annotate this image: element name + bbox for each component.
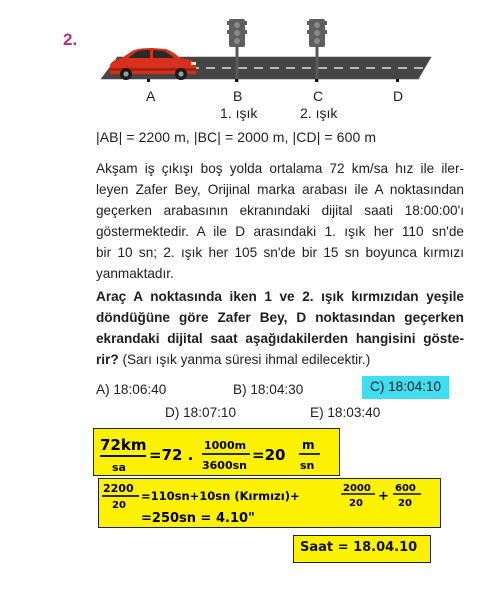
point-d-label: D bbox=[393, 88, 404, 104]
time-f1-num: 2000 bbox=[343, 483, 371, 494]
paragraph-line: yanmaktadır. bbox=[96, 266, 174, 281]
prompt-line: rir? (Sarı ışık yanma süresi ihmal edilecektir.) bbox=[96, 352, 371, 367]
option-d[interactable]: D) 18:07:10 bbox=[165, 405, 237, 420]
answer-text: Saat = 18.04.10 bbox=[300, 540, 418, 555]
point-b-marker bbox=[235, 79, 238, 82]
option-c-highlighted[interactable]: C) 18:04:10 bbox=[362, 376, 449, 399]
time-lhs-num: 2200 bbox=[103, 482, 134, 495]
question-paragraph bbox=[96, 158, 464, 284]
point-c-marker bbox=[315, 79, 318, 82]
speed-lhs-den: sa bbox=[112, 461, 126, 474]
point-c-label: C bbox=[313, 88, 324, 104]
speed-conversion-drawing bbox=[94, 429, 339, 475]
speed-eq2: =20 bbox=[252, 446, 286, 464]
distances-line: |AB| = 2200 m, |BC| = 2000 m, |CD| = 600 m bbox=[96, 129, 377, 145]
speed-lhs-num: 72km bbox=[100, 436, 147, 454]
paragraph-line: Akşam iş çıkışı boş yolda ortalama 72 km/sa hız ile iler- bbox=[96, 161, 464, 176]
speed-res-den: sn bbox=[300, 459, 315, 472]
point-d-marker bbox=[396, 79, 399, 82]
question-prompt bbox=[96, 286, 464, 370]
note-answer bbox=[293, 535, 431, 563]
option-b[interactable]: B) 18:04:30 bbox=[233, 382, 304, 397]
time-plus: + bbox=[378, 489, 389, 504]
time-calculation-drawing bbox=[99, 479, 440, 527]
note-time-calculation bbox=[98, 478, 441, 528]
prompt-line: ekrandaki dijital saat aşağıdakilerden hangisini göste- bbox=[96, 331, 464, 346]
speed-frac-den: 3600sn bbox=[202, 459, 247, 472]
paragraph-line: leyen Zafer Bey, Orijinal marka arabası ile A noktasından bbox=[96, 182, 464, 197]
point-a-marker bbox=[147, 79, 150, 82]
option-e[interactable]: E) 18:03:40 bbox=[310, 405, 381, 420]
speed-frac-num: 1000m bbox=[204, 439, 247, 452]
note-speed-conversion bbox=[93, 428, 340, 476]
prompt-line: Araç A noktasında iken 1 ve 2. ışık kırmızıdan yeşile bbox=[96, 289, 464, 304]
paragraph-line: bir 10 sn; 2. ışık her 105 sn'de bir 15 sn boyunca kırmızı bbox=[96, 245, 464, 260]
time-lhs-den: 20 bbox=[112, 500, 126, 511]
time-f1-den: 20 bbox=[349, 498, 363, 509]
speed-res-num: m bbox=[302, 438, 315, 452]
option-a[interactable]: A) 18:06:40 bbox=[96, 382, 167, 397]
point-a-label: A bbox=[146, 88, 156, 104]
time-result: =250sn = 4.10" bbox=[141, 511, 255, 526]
time-f2-num: 600 bbox=[395, 483, 416, 494]
prompt-line: döndüğüne göre Zafer Bey, D noktasından geçerken bbox=[96, 310, 464, 325]
question-number: 2. bbox=[63, 30, 78, 49]
time-mid: =110sn+10sn (Kırmızı)+ bbox=[141, 489, 300, 503]
paragraph-line: göstermektedir. A ile D arasındaki 1. ışık her 110 sn'de bbox=[96, 224, 464, 239]
light-2-label: 2. ışık bbox=[300, 105, 338, 121]
time-f2-den: 20 bbox=[398, 498, 412, 509]
point-b-label: B bbox=[233, 88, 243, 104]
light-1-label: 1. ışık bbox=[220, 105, 258, 121]
speed-eq1: =72 . bbox=[149, 446, 194, 464]
paragraph-line: geçerken arabasının ekranındaki dijital saati 18:00:00'ı bbox=[96, 203, 464, 218]
